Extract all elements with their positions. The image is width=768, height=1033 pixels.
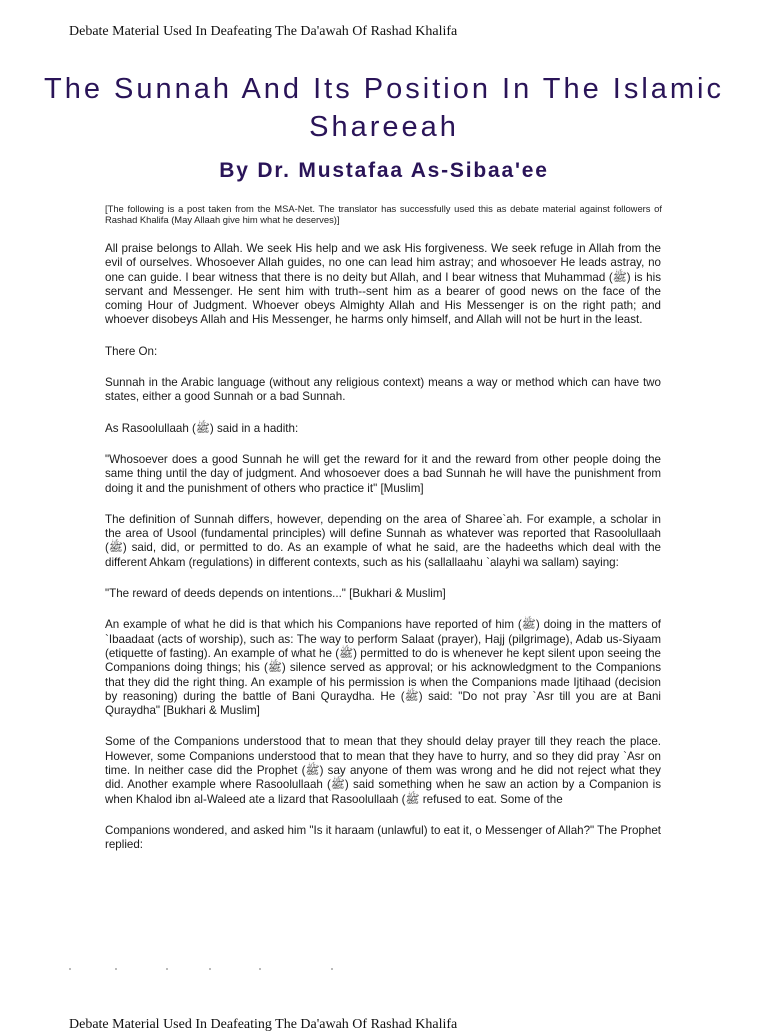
paragraph-usool-definition: The definition of Sunnah differs, however, depending on the area of Sharee`ah. For example, a scholar in the area of Usool (fundamental principles) will define Sunnah as whatever was reported that Rasoolullaah (ﷺ) said, did, or permitted to do. As an example of what he said, are the hadeeths which deal with the different Ahkam (regulations) in different contexts, such as his (sallallaahu `alayhi wa sallam) saying: bbox=[105, 512, 661, 569]
document-title: The Sunnah And Its Position In The Islamic Shareeah bbox=[43, 73, 724, 143]
paragraph-there-on: There On: bbox=[105, 344, 158, 358]
paragraph-hadith-quote: "Whosoever does a good Sunnah he will get the reward for it and the reward from other people doing the same thing until the day of judgment. And whosoever does a bad Sunnah he will have the punishment from doing it and the punishment of others who practice it" [Muslim] bbox=[105, 452, 661, 495]
paragraph-companions-question: Companions wondered, and asked him "Is it haraam (unlawful) to eat it, o Messenger of Allah?" The Prophet replied: bbox=[105, 823, 661, 852]
scan-specks bbox=[69, 968, 369, 972]
paragraph-hadith-intro: As Rasoolullaah (ﷺ) said in a hadith: bbox=[105, 421, 299, 435]
author-byline: By Dr. Mustafaa As-Sibaa'ee bbox=[219, 159, 549, 182]
running-footer: Debate Material Used In Deafeating The Da'awah Of Rashad Khalifa bbox=[69, 1017, 458, 1032]
running-header: Debate Material Used In Deafeating The Da'awah Of Rashad Khalifa bbox=[69, 24, 458, 39]
paragraph-praise: All praise belongs to Allah. We seek His help and we ask His forgiveness. We seek refuge in Allah from the evil of ourselves. Whosoever Allah guides, no one can lead him astray; and whosoever He leads astray, no one can guide. I bear witness that there is no deity but Allah, and I bear witness that Muhammad (ﷺ) is his servant and Messenger. He sent him with truth--sent him as a bearer of good news on the face of the coming Hour of Judgment. Whoever obeys Almighty Allah and His Messenger is on the right path; and whoever disobeys Allah and His Messenger, he harms only himself, and Allah will not be hurt in the least. bbox=[105, 242, 661, 327]
article-body bbox=[105, 242, 661, 870]
translator-note: [The following is a post taken from the MSA-Net. The translator has successfully used this as debate material against followers of Rashad Khalifa (May Allaah give him what he deserves)] bbox=[105, 203, 662, 225]
paragraph-companions-understanding: Some of the Companions understood that to mean that they should delay prayer till they reach the place. However, some Companions understood that to mean that they have to hurry, and so they did pray `Asr on time. In neither case did the Prophet (ﷺ) say anyone of them was wrong and he did not reject what they did. Another example where Rasoolullaah (ﷺ) said something when he saw an action by a Companion is when Khalod ibn al-Waleed ate a lizard that Rasoolullaah (ﷺ refused to eat. Some of the bbox=[105, 735, 661, 806]
paragraph-actions-example: An example of what he did is that which his Companions have reported of him (ﷺ) doing in the matters of `Ibaadaat (acts of worship), such as: The way to perform Salaat (prayer), Hajj (pilgrimage), Adab us-Siyaam (etiquette of fasting). An example of what he (ﷺ) permitted to do is whenever he kept silent upon seeing the Companions doing things; his (ﷺ) silence served as approval; or his acknowledgment to the Companions that they did the right thing. An example of his permission is when the Companions made Ijtihaad (decision by reasoning) during the battle of Bani Quraydha. He (ﷺ) said: "Do not pray `Asr till you are at Bani Quraydha" [Bukhari & Muslim] bbox=[105, 618, 662, 718]
paragraph-intentions-quote: "The reward of deeds depends on intentions..." [Bukhari & Muslim] bbox=[105, 587, 446, 601]
paragraph-sunnah-definition: Sunnah in the Arabic language (without any religious context) means a way or method which can have two states, either a good Sunnah or a bad Sunnah. bbox=[105, 376, 661, 404]
